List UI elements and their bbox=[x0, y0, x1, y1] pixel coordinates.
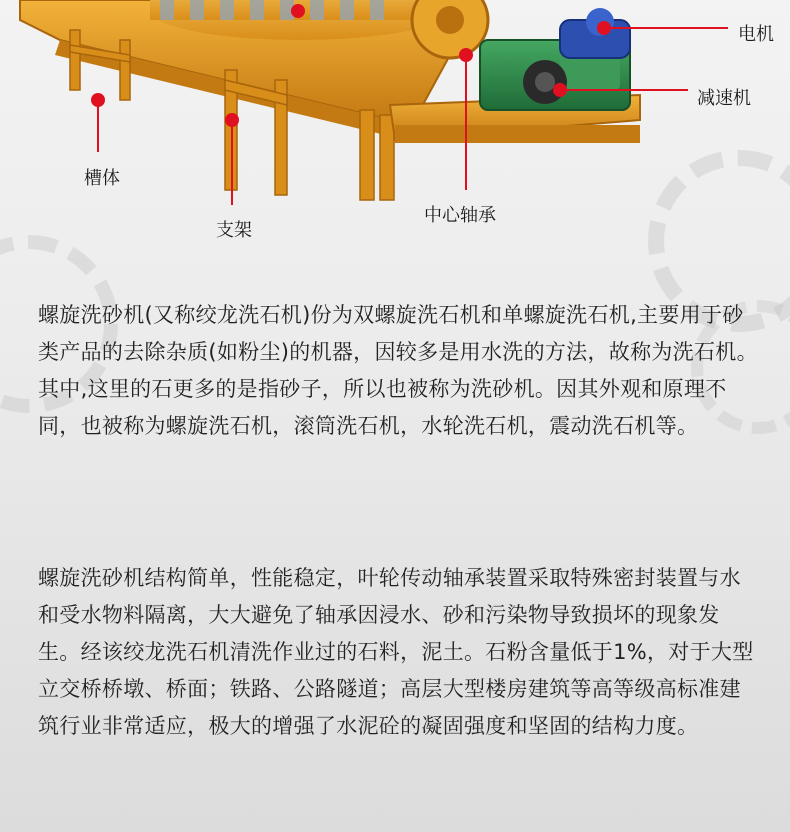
label-motor: 电机 bbox=[738, 24, 774, 45]
label-bracket: 支架 bbox=[216, 220, 252, 241]
motor-unit bbox=[560, 8, 630, 58]
label-center-bearing: 中心轴承 bbox=[424, 205, 496, 226]
spiral-sand-washer-illustration bbox=[0, 0, 790, 245]
description-paragraph-1: 螺旋洗砂机(又称绞龙洗石机)份为双螺旋洗石机和单螺旋洗石机,主要用于砂类产品的去除杂质(如粉尘)的机器，因较多是用水洗的方法，故称为洗石机。其中,这里的石更多的是指砂子，所以也被称为洗砂机。因其外观和原理不同，也被称为螺旋洗石机，滚筒洗石机，水轮洗石机，震动洗石机等。 bbox=[38, 303, 758, 438]
label-reducer: 减速机 bbox=[697, 88, 751, 109]
machine-diagram bbox=[0, 0, 790, 245]
description-paragraph-2: 螺旋洗砂机结构简单，性能稳定，叶轮传动轴承装置采取特殊密封装置与水和受水物料隔离，大大避免了轴承因浸水、砂和污染物导致损坏的现象发生。经该绞龙洗石机清洗作业过的石料，泥土。石粉含量低于1%，对于大型立交桥桥墩、桥面；铁路、公路隧道；高层大型楼房建筑等高等级高标准建筑行业非常适应，极大的增强了水泥砼的凝固强度和坚固的结构力度。 bbox=[38, 566, 754, 738]
label-trough: 槽体 bbox=[84, 168, 120, 189]
